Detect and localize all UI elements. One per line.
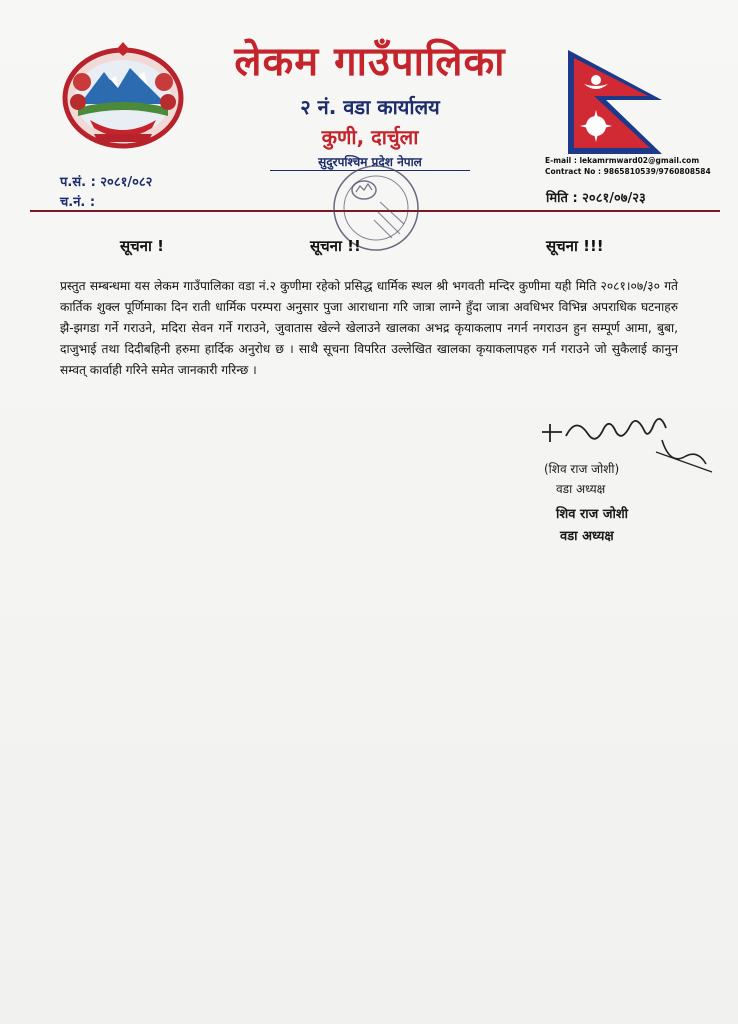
office-location: कुणी, दार्चुला xyxy=(321,125,419,149)
signatory-name: शिव राज जोशी xyxy=(556,507,629,522)
signatory-name-handwritten: (शिव राज जोशी) xyxy=(544,462,620,476)
signatory-title: वडा अध्यक्ष xyxy=(560,529,614,544)
document-date: मिति : २०८१/०७/२३ xyxy=(546,191,646,206)
notice-heading-right: सूचना !!! xyxy=(546,237,604,255)
nepal-emblem-icon xyxy=(60,42,186,150)
contact-info xyxy=(545,155,715,177)
signatory-title-handwritten: वडा अध्यक्ष xyxy=(556,482,606,496)
province-name: सुदुरपश्चिम प्रदेश नेपाल xyxy=(270,154,470,171)
notice-heading-center: सूचना !! xyxy=(310,237,361,255)
nepal-flag-icon xyxy=(566,48,666,158)
notice-body: प्रस्तुत सम्बन्धमा यस लेकम गाउँपालिका वडा नं.२ कुणीमा रहेको प्रसिद्ध धार्मिक स्थल श्री भगवती मन्दिर कुणीमा यही मिति २०८१।०७/३० गते कार्तिक शुक्ल पूर्णिमाका दिन राती धार्मिक परम्परा अनुसार पुजा आराधाना गरि जात्रा लाग्ने हुँदा जात्रा अवधिभर विभिन्न अपराधिक घटनाहरु झै-झगडा गर्ने गराउने, मदिरा सेवन गर्ने गराउने, जुवातास खेल्ने खेलाउने खालका अभद्र कृयाकलाप नगर्न नगराउन हुन सम्पूर्ण आमा, बुबा, दाजुभाई तथा दिदीबहिनी हरुमा हार्दिक अनुरोध छ । साथै सूचना विपरित उल्लेखित खालका कृयाकलापहरु गर्न गराउने जो सुकैलाई कानुन सम्वत् कार्वाही गरिने समेत जानकारी गरिन्छ । xyxy=(60,279,678,377)
ward-office-title: २ नं. वडा कार्यालय xyxy=(300,95,440,119)
notice-heading-left: सूचना ! xyxy=(120,237,164,255)
reference-number: प.सं. : २०८१/०८२ xyxy=(60,175,153,190)
dispatch-number: च.नं. : xyxy=(60,195,96,210)
office-name: लेकम गाउँपालिका xyxy=(234,39,506,85)
email-text: E-mail : lekamrmward02@gmail.com xyxy=(545,156,700,165)
contact-number-text: Contract No : 9865810539/9760808584 xyxy=(545,167,711,176)
